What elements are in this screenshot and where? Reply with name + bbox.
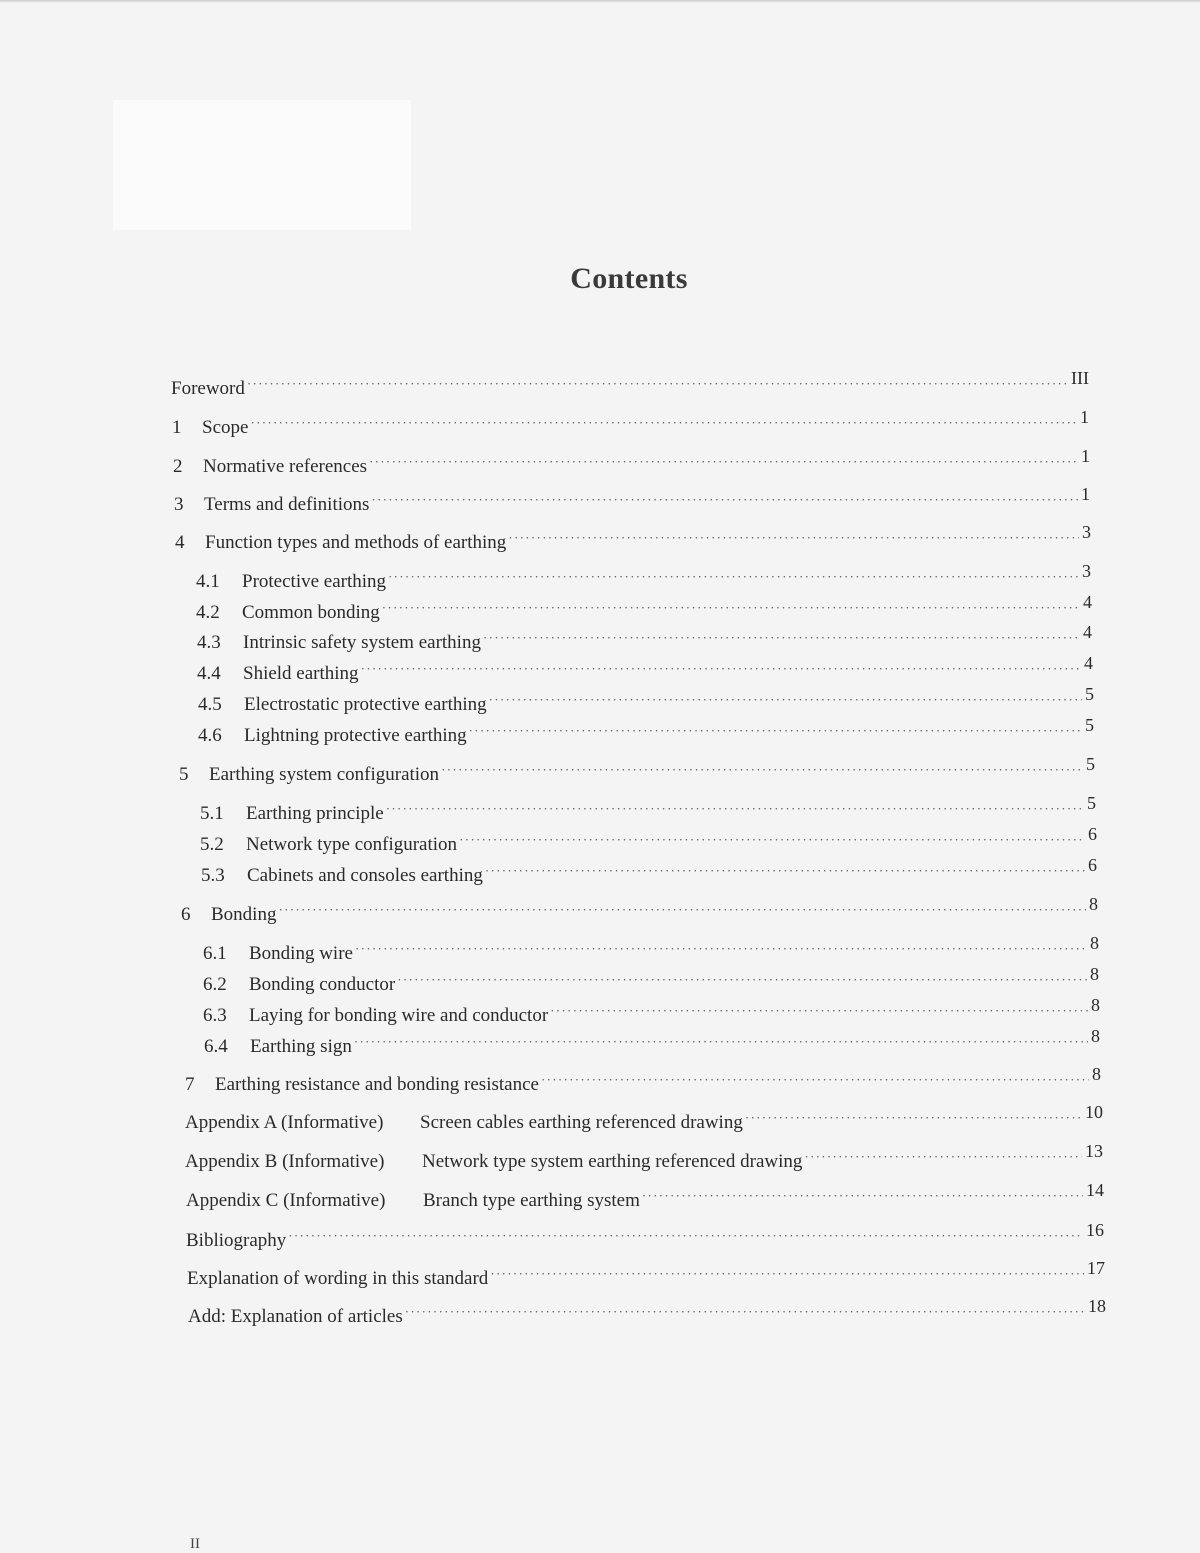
toc-number: 5.2 — [200, 834, 224, 855]
toc-entry-6-4[interactable] — [204, 1026, 1100, 1060]
toc-page-number: 10 — [1085, 1102, 1103, 1122]
toc-entry-6-1[interactable] — [203, 933, 1099, 967]
toc-label: Cabinets and consoles earthing — [247, 865, 483, 886]
toc-entry-5-3[interactable] — [201, 855, 1097, 889]
leader-dots — [441, 762, 1083, 772]
toc-label: Add: Explanation of articles — [188, 1306, 403, 1327]
toc-label: Network type configuration — [246, 834, 458, 855]
toc-page-number: 6 — [1088, 855, 1097, 875]
toc-label: Lightning protective earthing — [244, 725, 467, 746]
toc-number: 5.1 — [200, 803, 224, 824]
toc-entry-explanation-of-articles[interactable] — [188, 1296, 1106, 1330]
toc-entry-4-3[interactable] — [197, 622, 1092, 656]
leader-dots — [405, 1304, 1085, 1314]
toc-label: Bibliography — [186, 1230, 287, 1251]
toc-number: 4.1 — [196, 571, 220, 592]
toc-entry-5-1[interactable] — [200, 793, 1096, 827]
toc-label: Earthing sign — [250, 1036, 352, 1057]
toc-page-number: 4 — [1083, 592, 1092, 612]
toc-label: Electrostatic protective earthing — [244, 694, 487, 715]
toc-number: 6.4 — [204, 1036, 228, 1057]
toc-entry-4-6[interactable] — [198, 715, 1094, 749]
leader-dots — [642, 1188, 1083, 1198]
leader-dots — [508, 530, 1079, 540]
leader-dots — [745, 1110, 1082, 1120]
toc-page-number: 8 — [1091, 1026, 1100, 1046]
toc-page-number: 1 — [1081, 446, 1090, 466]
toc-entry-explanation-of-wording[interactable] — [187, 1258, 1105, 1292]
toc-label: Common bonding — [242, 602, 380, 623]
toc-page-number: 18 — [1088, 1296, 1106, 1316]
toc-page-number: 4 — [1084, 653, 1093, 673]
leader-dots — [247, 376, 1068, 386]
leader-dots — [550, 1003, 1088, 1013]
toc-page-number: 3 — [1082, 522, 1091, 542]
toc-page-number: 8 — [1092, 1064, 1101, 1084]
toc-entry-6-2[interactable] — [203, 964, 1099, 998]
toc-number: 4.3 — [197, 632, 221, 653]
toc-page-number: 17 — [1087, 1258, 1105, 1278]
toc-label: Earthing system configuration — [209, 764, 440, 785]
toc-label: Function types and methods of earthing — [205, 532, 507, 553]
toc-label: Bonding — [211, 904, 277, 925]
toc-entry-foreword[interactable] — [171, 368, 1089, 402]
toc-number: 2 — [173, 456, 183, 477]
leader-dots — [489, 692, 1082, 702]
toc-appendix-label: Appendix A (Informative) — [185, 1112, 384, 1133]
toc-number: 6.2 — [203, 974, 227, 995]
toc-number: 5 — [179, 764, 189, 785]
toc-number: 4.2 — [196, 602, 220, 623]
leader-dots — [382, 600, 1080, 610]
leader-dots — [397, 972, 1087, 982]
footer-page-number: II — [190, 1536, 200, 1552]
toc-label: Foreword — [171, 378, 245, 399]
leader-dots — [278, 902, 1086, 912]
toc-appendix-label: Appendix B (Informative) — [185, 1151, 385, 1172]
leader-dots — [459, 832, 1085, 842]
page-title: Contents — [570, 262, 688, 295]
leader-dots — [369, 454, 1078, 464]
leader-dots — [490, 1266, 1084, 1276]
toc-page-number: 8 — [1089, 894, 1098, 914]
toc-label: Earthing resistance and bonding resistance — [215, 1074, 539, 1095]
leader-dots — [288, 1228, 1083, 1238]
leader-dots — [371, 492, 1078, 502]
toc-entry-5-2[interactable] — [200, 824, 1097, 858]
toc-number: 4 — [175, 532, 185, 553]
toc-appendix-label: Appendix C (Informative) — [186, 1190, 386, 1211]
toc-entry-appendix-c[interactable] — [186, 1180, 1104, 1214]
toc-label: Scope — [202, 417, 249, 438]
toc-label: Intrinsic safety system earthing — [243, 632, 481, 653]
toc-number: 1 — [172, 417, 182, 438]
toc-number: 7 — [185, 1074, 195, 1095]
leader-dots — [485, 863, 1085, 873]
toc-entry-normative-references[interactable] — [173, 446, 1090, 480]
leader-dots — [804, 1149, 1082, 1159]
toc-label: Explanation of wording in this standard — [187, 1268, 489, 1289]
toc-page-number: 13 — [1085, 1141, 1103, 1161]
toc-number: 3 — [174, 494, 184, 515]
toc-page-number: 5 — [1085, 715, 1094, 735]
toc-number: 4.4 — [197, 663, 221, 684]
toc-entry-appendix-b[interactable] — [185, 1141, 1103, 1175]
leader-dots — [483, 630, 1080, 640]
toc-label: Terms and definitions — [204, 494, 370, 515]
leader-dots — [388, 569, 1079, 579]
toc-entry-terms-and-definitions[interactable] — [174, 484, 1090, 518]
toc-entry-6-3[interactable] — [203, 995, 1100, 1029]
toc-page-number: 5 — [1087, 793, 1096, 813]
toc-page-number: 5 — [1085, 684, 1094, 704]
toc-entry-bibliography[interactable] — [186, 1220, 1104, 1254]
toc-page-number: 1 — [1080, 407, 1089, 427]
toc-entry-4-2[interactable] — [196, 592, 1092, 626]
toc-label: Network type system earthing referenced drawing — [422, 1151, 803, 1172]
leader-dots — [354, 1034, 1088, 1044]
toc-page-number: 8 — [1090, 933, 1099, 953]
leader-dots — [361, 661, 1081, 671]
toc-page-number: 14 — [1086, 1180, 1104, 1200]
toc-entry-4-4[interactable] — [197, 653, 1093, 687]
toc-number: 6.3 — [203, 1005, 227, 1026]
toc-label: Earthing principle — [246, 803, 384, 824]
toc-label: Branch type earthing system — [423, 1190, 640, 1211]
toc-page-number: 5 — [1086, 754, 1095, 774]
toc-label: Bonding wire — [249, 943, 353, 964]
toc-number: 6 — [181, 904, 191, 925]
toc-entry-4-1[interactable] — [196, 561, 1091, 595]
toc-number: 4.6 — [198, 725, 222, 746]
toc-page-number: 6 — [1088, 824, 1097, 844]
toc-number: 6.1 — [203, 943, 227, 964]
toc-page-number: 8 — [1091, 995, 1100, 1015]
toc-page-number: 16 — [1086, 1220, 1104, 1240]
toc-entry-appendix-a[interactable] — [185, 1102, 1103, 1136]
toc-entry-function-types[interactable] — [175, 522, 1091, 556]
toc-label: Shield earthing — [243, 663, 359, 684]
leader-dots — [250, 415, 1077, 425]
leader-dots — [469, 723, 1082, 733]
toc-page-number: 4 — [1083, 622, 1092, 642]
toc-entry-earthing-system-configuration[interactable] — [179, 754, 1095, 788]
toc-page-number: 8 — [1090, 964, 1099, 984]
leader-dots — [355, 941, 1087, 951]
leader-dots — [541, 1072, 1089, 1082]
toc-entry-bonding[interactable] — [181, 894, 1098, 928]
toc-entry-4-5[interactable] — [198, 684, 1094, 718]
leader-dots — [386, 801, 1084, 811]
toc-label: Normative references — [203, 456, 368, 477]
toc-number: 5.3 — [201, 865, 225, 886]
toc-entry-earthing-resistance[interactable] — [185, 1064, 1101, 1098]
toc-label: Laying for bonding wire and conductor — [249, 1005, 549, 1026]
toc-label: Protective earthing — [242, 571, 387, 592]
toc-page-number: 1 — [1081, 484, 1090, 504]
toc-label: Bonding conductor — [249, 974, 396, 995]
toc-number: 4.5 — [198, 694, 222, 715]
toc-page-number: 3 — [1082, 561, 1091, 581]
toc-label: Screen cables earthing referenced drawing — [420, 1112, 743, 1133]
toc-page-number: III — [1071, 368, 1089, 388]
toc-entry-scope[interactable] — [172, 407, 1089, 441]
